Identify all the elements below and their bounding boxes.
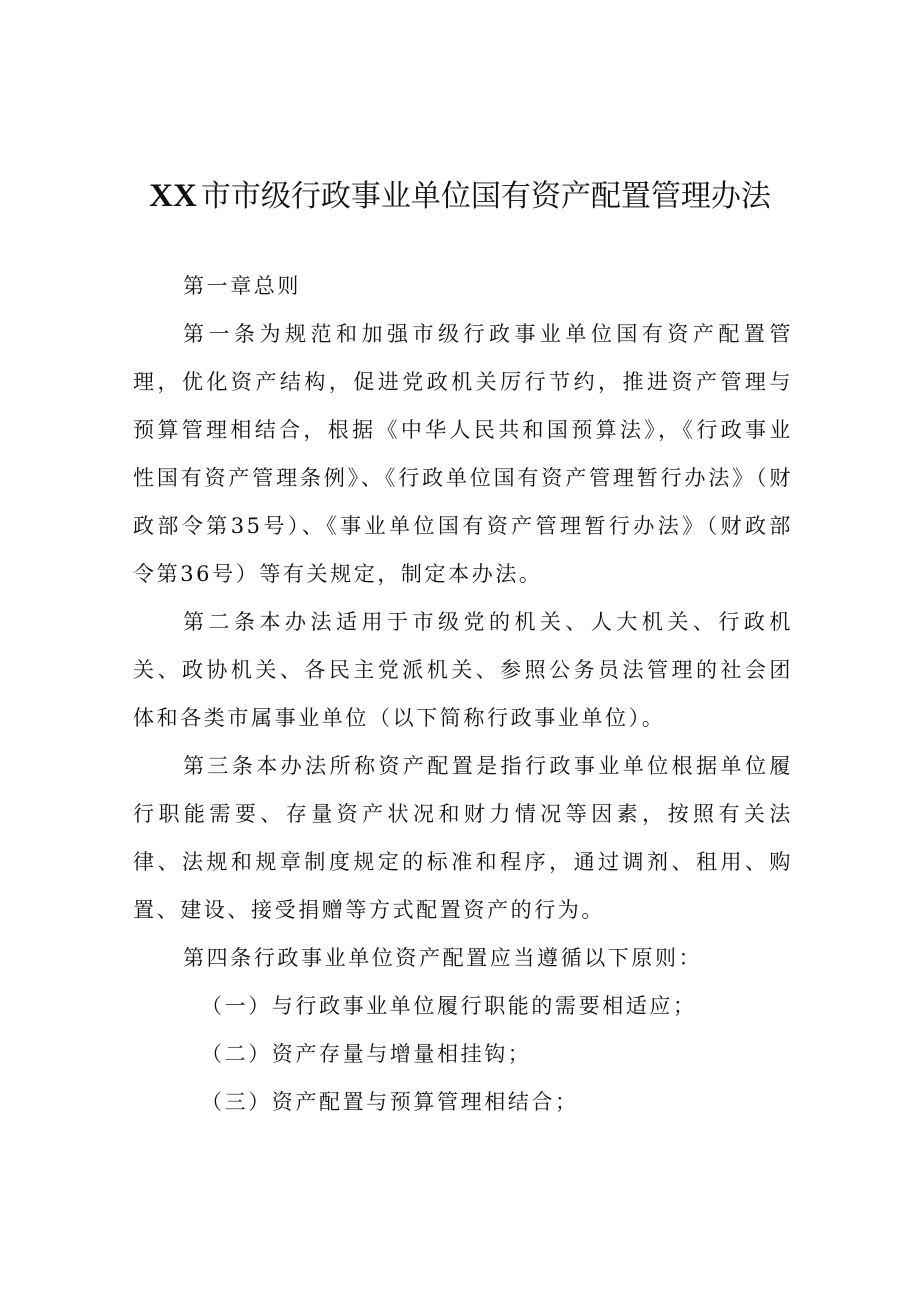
article-2: 第二条本办法适用于市级党的机关、人大机关、行政机关、政协机关、各民主党派机关、参照公务员法管理的社会团体和各类市属事业单位（以下简称行政事业单位）。 <box>133 610 793 730</box>
principle-2: （二）资产存量与增量相挂钩； <box>201 1042 532 1066</box>
document-title <box>100 176 820 217</box>
principle-1: （一）与行政事业单位履行职能的需要相适应； <box>201 994 697 1018</box>
article-1: 第一条为规范和加强市级行政事业单位国有资产配置管理，优化资产结构，促进党政机关厉行节约，推进资产管理与预算管理相结合，根据《中华人民共和国预算法》，《行政事业性国有资产管理条例》、《行政单位国有资产管理暂行办法》（财政部令第35号）、《事业单位国有资产管理暂行办法》（财政部令第36号）等有关规定，制定本办法。 <box>133 322 793 586</box>
chapter-heading: 第一章总则 <box>183 274 301 298</box>
document-body <box>133 262 793 1126</box>
article-3: 第三条本办法所称资产配置是指行政事业单位根据单位履行职能需要、存量资产状况和财力情况等因素，按照有关法律、法规和规章制度规定的标准和程序，通过调剂、租用、购置、建设、接受捐赠等方式配置资产的行为。 <box>133 754 793 922</box>
principle-3: （三）资产配置与预算管理相结合； <box>201 1090 579 1114</box>
article-4: 第四条行政事业单位资产配置应当遵循以下原则： <box>183 946 703 970</box>
title-prefix: XX <box>149 178 197 214</box>
title-text: 市市级行政事业单位国有资产配置管理办法 <box>200 179 771 214</box>
